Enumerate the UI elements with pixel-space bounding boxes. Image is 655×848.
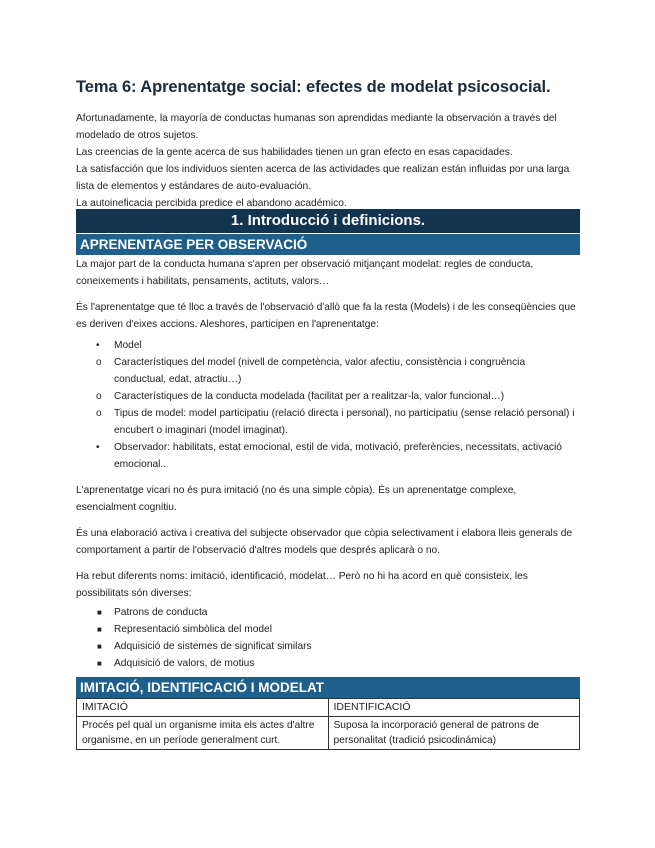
bullet-marker: • [96, 442, 100, 453]
paragraph-1: La major part de la conducta humana s'apren per observació mitjançant modelat: regles de conducta, coneixements i habilitats, pensaments, actituts, valors… [76, 259, 534, 287]
paragraph-5: Ha rebut diferents noms: imitació, identificació, modelat… Però no hi ha acord en què consisteix, les possibilitats són diverses: [76, 571, 528, 599]
list-item-text: Model [114, 340, 142, 351]
list-item [76, 354, 576, 388]
list-item-text: Adquisició de valors, de motius [114, 658, 255, 669]
list-item-text: Representació simbòlica del model [114, 624, 272, 635]
table-cell: Procés pel qual un organisme imita els actes d'altre organisme, en un període generalment curt. [77, 717, 329, 750]
subsection-heading-observation: APRENENTAGE PER OBSERVACIÓ [76, 234, 580, 255]
list-item-text: Patrons de conducta [114, 607, 208, 618]
table-header-row [77, 699, 580, 717]
body-content [76, 256, 576, 672]
list-item-text: Característiques de la conducta modelada (facilitat per a realitzar-la, valor funcional…) [114, 391, 505, 402]
list-item [76, 655, 576, 672]
bullet-marker: • [96, 340, 100, 351]
list-item [76, 604, 576, 621]
list-item [76, 638, 576, 655]
list-item [76, 439, 576, 473]
bullet-marker: o [96, 357, 102, 368]
list-item [76, 388, 576, 405]
intro-line-1: Afortunadamente, la mayoría de conductas humanas son aprendidas mediante la observación a través del modelado de otros sujetos. [76, 113, 557, 141]
page-title: Tema 6: Aprenentatge social: efectes de modelat psicosocial. [76, 78, 551, 96]
bullet-marker: o [96, 391, 102, 402]
participants-list [76, 337, 576, 473]
square-bullet: ■ [97, 659, 102, 668]
paragraph-2: És l'aprenentatge que té lloc a través de l'observació d'allò que fa la resta (Models) i de les conseqüències que es deriven d'eixes accions. Aleshores, participen en l'aprenentatge: [76, 302, 576, 330]
table-row [77, 717, 580, 750]
section-heading-introduction: 1. Introducció i definicions. [76, 209, 580, 233]
list-item-text: Tipus de model: model participatiu (relació directa i personal), no participatiu (sense relació personal) i encubert o imaginari (model imaginat). [114, 408, 575, 436]
table-header-cell: IDENTIFICACIÓ [328, 699, 580, 717]
square-bullet: ■ [97, 642, 102, 651]
list-item [76, 337, 576, 354]
list-item [76, 405, 576, 439]
list-item-text: Característiques del model (nivell de competència, valor afectiu, consistència i congruència conductual, edat, atractiu…) [114, 357, 526, 385]
comparison-table [76, 698, 580, 750]
square-bullet: ■ [97, 608, 102, 617]
table-header-cell: IMITACIÓ [77, 699, 329, 717]
comparison-box-heading: IMITACIÓ, IDENTIFICACIÓ I MODELAT [76, 677, 580, 698]
intro-line-3: La satisfacción que los individuos sienten acerca de las actividades que realizan están influidas por una larga lista de elementos y estándares de auto-evaluación. [76, 164, 570, 192]
list-item [76, 621, 576, 638]
intro-line-4: La autoineficacia percibida predice el abandono académico. [76, 198, 347, 209]
intro-line-2: Las creencias de la gente acerca de sus habilidades tienen un gran efecto en esas capacidades. [76, 147, 513, 158]
table-cell: Suposa la incorporació general de patrons de personalitat (tradició psicodinámica) [328, 717, 580, 750]
list-item-text: Adquisició de sistemes de significat similars [114, 641, 312, 652]
paragraph-3: L'aprenentatge vicari no és pura imitació (no és una simple còpia). És un aprenentatge complexe, esencialment cognitiu. [76, 485, 517, 513]
comparison-box [76, 677, 580, 750]
square-bullet: ■ [97, 625, 102, 634]
possibilities-list [76, 604, 576, 672]
paragraph-4: És una elaboració activa i creativa del subjecte observador que còpia selectivament i elabora lleis generals de comportament a partir de l'observació d'altres models que després aplicarà o no. [76, 528, 573, 556]
intro-paragraphs [76, 110, 576, 212]
bullet-marker: o [96, 408, 102, 419]
list-item-text: Observador: habilitats, estat emocional, estil de vida, motivació, preferències, necessitats, activació emocional.. [114, 442, 562, 470]
